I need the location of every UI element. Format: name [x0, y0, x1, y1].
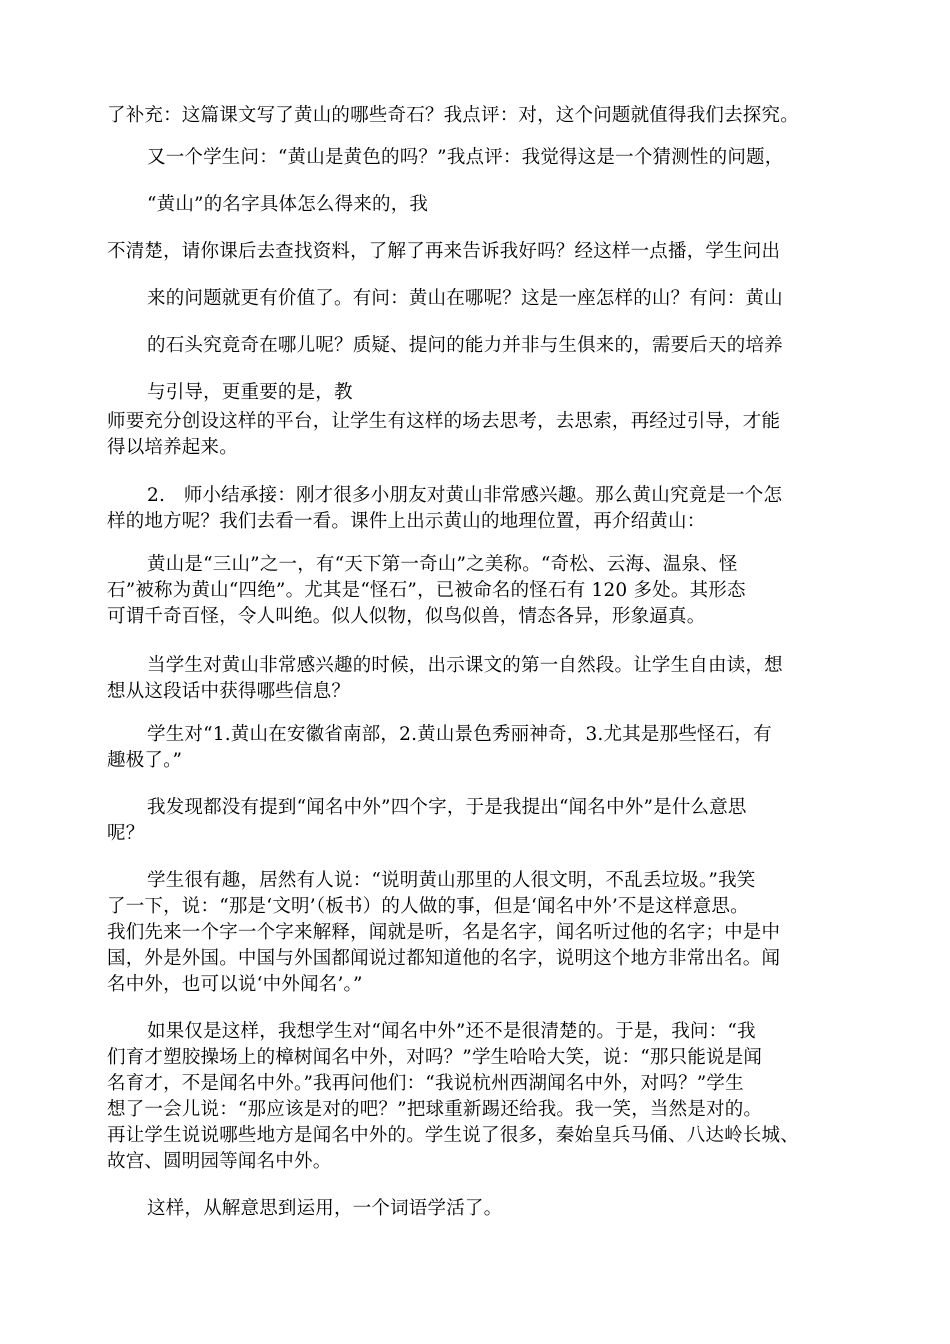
text-line: 名中外，也可以说‘中外闻名’。”	[107, 974, 363, 995]
text-line: 学生对“1.黄山在安徽省南部，2.黄山景色秀丽神奇，3.尤其是那些怪石，有	[147, 724, 772, 745]
text-line: 我发现都没有提到“闻名中外”四个字，于是我提出“闻名中外”是什么意思	[147, 797, 747, 818]
text-line: 了补充：这篇课文写了黄山的哪些奇石？我点评：对，这个问题就值得我们去探究。	[107, 105, 799, 126]
text-line: 得以培养起来。	[107, 437, 238, 458]
text-line: 学生很有趣，居然有人说：“说明黄山那里的人很文明，不乱丢垃圾。”我笑	[147, 870, 756, 891]
text-line: 们育才塑胶操场上的樟树闻名中外，对吗？”学生哈哈大笑，说：“那只能说是闻	[107, 1047, 763, 1068]
text-line: 如果仅是这样，我想学生对“闻名中外”还不是很清楚的。于是，我问：“我	[147, 1021, 756, 1042]
text-line: 趣极了。”	[107, 750, 183, 771]
text-line: 想了一会儿说：“那应该是对的吧？”把球重新踢还给我。我一笑，当然是对的。	[107, 1099, 763, 1120]
text-line: 这样，从解意思到运用，一个词语学活了。	[147, 1198, 503, 1219]
text-line: 不清楚，请你课后去查找资料，了解了再来告诉我好吗？经这样一点播，学生问出	[107, 241, 781, 262]
text-line: 当学生对黄山非常感兴趣的时候，出示课文的第一自然段。让学生自由读，想	[147, 655, 783, 676]
text-line: 与引导，更重要的是，教	[147, 382, 353, 403]
text-line: 师要充分创设这样的平台，让学生有这样的场去思考，去思索，再经过引导，才能	[107, 411, 781, 432]
text-line: 国，外是外国。中国与外国都闻说过都知道他的名字，说明这个地方非常出名。闻	[107, 948, 781, 969]
text-line: 我们先来一个字一个字来解释，闻就是听，名是名字，闻名听过他的名字；中是中	[107, 922, 781, 943]
text-line: 名育才，不是闻名中外。”我再问他们：“我说杭州西湖闻名中外，对吗？”学生	[107, 1073, 744, 1094]
text-line: 2. 师小结承接：刚才很多小朋友对黄山非常感兴趣。那么黄山究竟是一个怎	[147, 485, 783, 506]
text-line: 黄山是“三山”之一，有“天下第一奇山”之美称。“奇松、云海、温泉、怪	[147, 554, 738, 575]
text-line: 呢？	[107, 823, 145, 844]
text-line: 来的问题就更有价值了。有问：黄山在哪呢？这是一座怎样的山？有问：黄山	[147, 288, 783, 309]
text-line: 可谓千奇百怪，令人叫绝。似人似物，似鸟似兽，情态各异，形象逼真。	[107, 606, 706, 627]
text-line: 故宫、圆明园等闻名中外。	[107, 1151, 332, 1172]
text-line: “黄山”的名字具体怎么得来的，我	[147, 194, 429, 215]
text-line: 样的地方呢？我们去看一看。课件上出示黄山的地理位置，再介绍黄山：	[107, 511, 706, 532]
text-line: 石”被称为黄山“四绝”。尤其是“怪石”，已被命名的怪石有 120 多处。其形态	[107, 580, 746, 601]
text-line: 了一下，说：“那是‘文明’（板书）的人做的事，但是‘闻名中外’不是这样意思。	[107, 896, 749, 917]
text-line: 的石头究竟奇在哪儿呢？质疑、提问的能力并非与生俱来的，需要后天的培养	[147, 335, 783, 356]
text-line: 想从这段话中获得哪些信息？	[107, 681, 351, 702]
text-line: 又一个学生问：“黄山是黄色的吗？”我点评：我觉得这是一个猜测性的问题，	[147, 147, 784, 168]
text-line: 再让学生说说哪些地方是闻名中外的。学生说了很多，秦始皇兵马俑、八达岭长城、	[107, 1125, 799, 1146]
